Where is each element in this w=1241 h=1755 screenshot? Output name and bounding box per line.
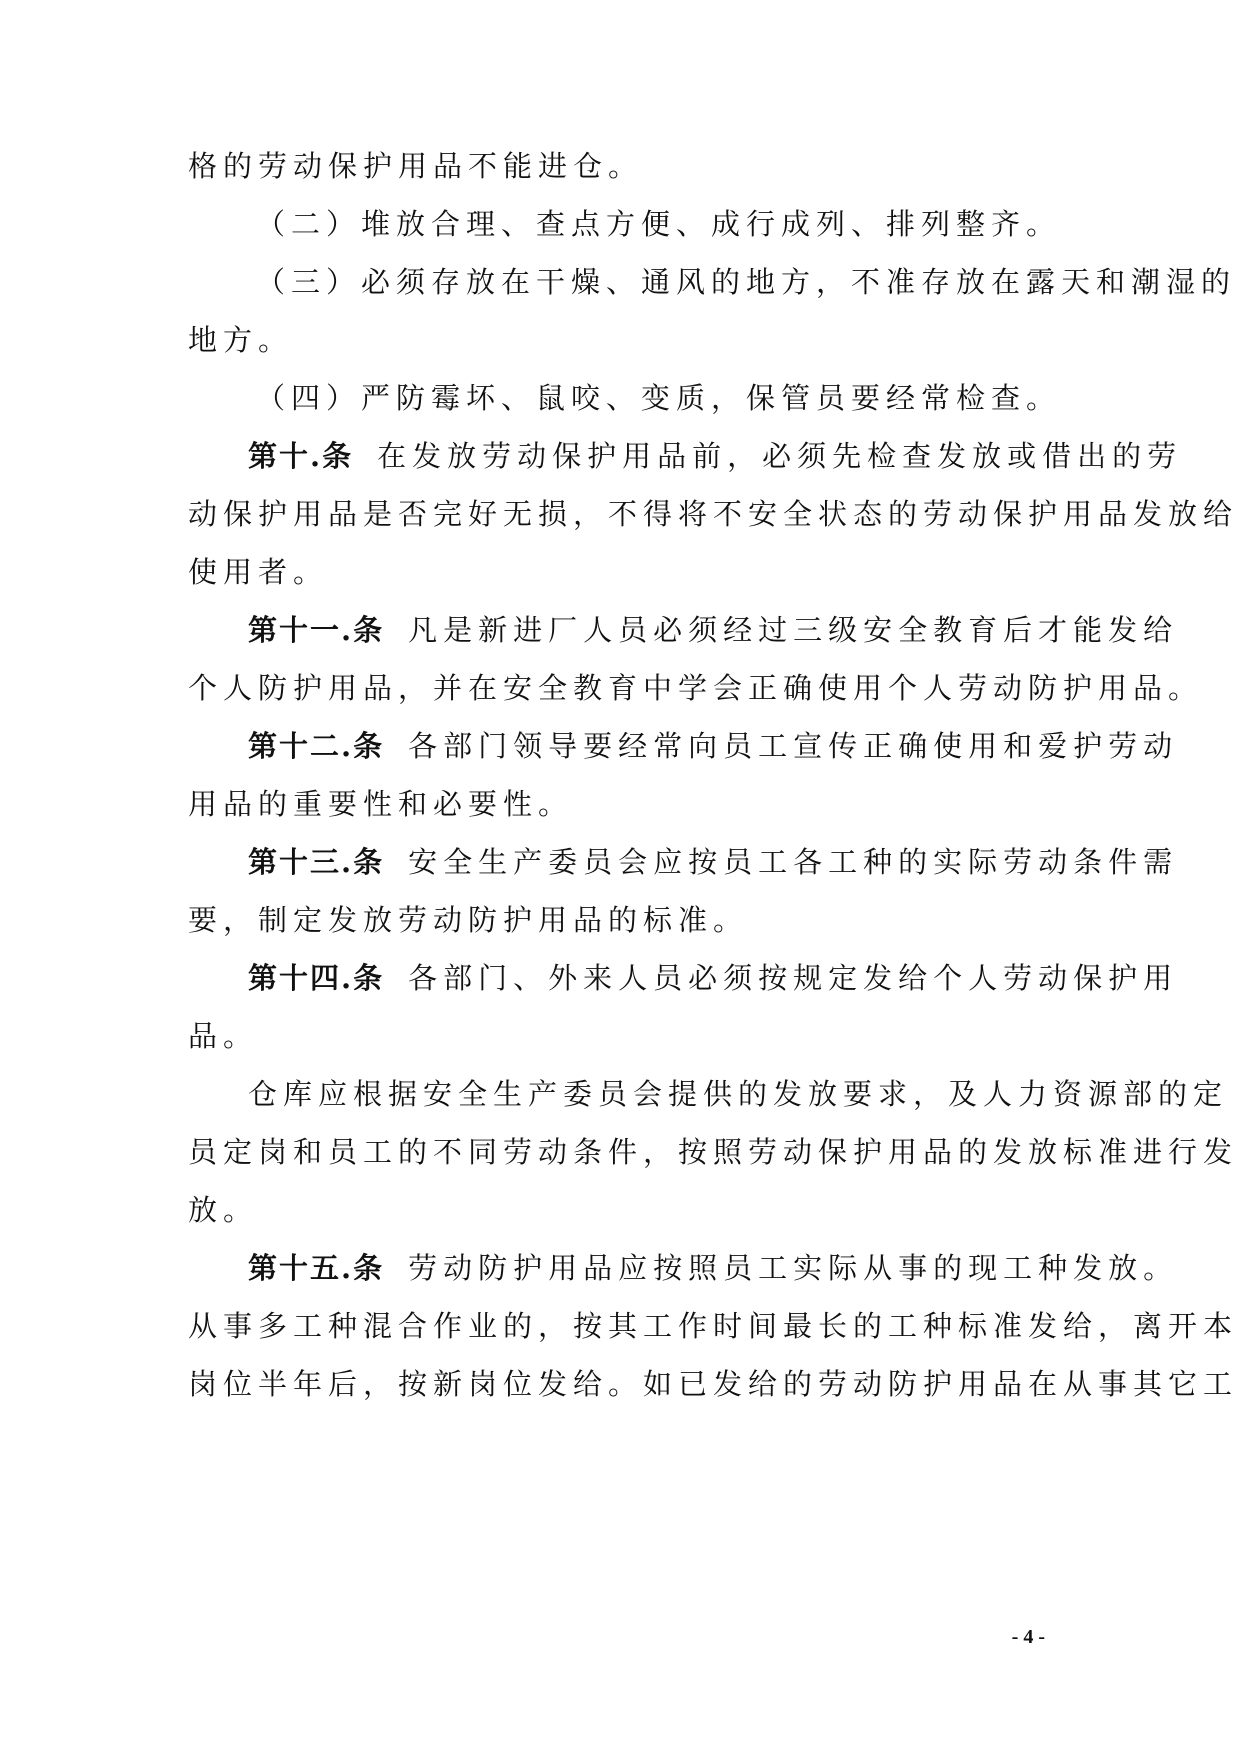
paragraph-line: 地方。 [188, 323, 294, 357]
article-text: 各部门、外来人员必须按规定发给个人劳动保护用 [408, 961, 1179, 995]
paragraph-line: 用品的重要性和必要性。 [188, 787, 574, 821]
paragraph-line: 仓库应根据安全生产委员会提供的发放要求，及人力资源部的定 [248, 1077, 1229, 1111]
paragraph-line: 品。 [188, 1019, 259, 1053]
article-number: 第十五.条 [248, 1251, 385, 1285]
article-text: 凡是新进厂人员必须经过三级安全教育后才能发给 [408, 613, 1179, 647]
article-number: 第十三.条 [248, 845, 385, 879]
list-item: （二）堆放合理、查点方便、成行成列、排列整齐。 [256, 207, 1062, 241]
article-line [248, 726, 1179, 766]
article-number: 第十.条 [248, 439, 354, 473]
article-line [248, 958, 1179, 998]
article-text: 劳动防护用品应按照员工实际从事的现工种发放。 [408, 1251, 1179, 1285]
article-text: 各部门领导要经常向员工宣传正确使用和爱护劳动 [408, 729, 1179, 763]
paragraph-line: 要，制定发放劳动防护用品的标准。 [188, 903, 749, 937]
paragraph-line: 员定岗和员工的不同劳动条件，按照劳动保护用品的发放标准进行发 [188, 1135, 1239, 1169]
paragraph-line: 动保护用品是否完好无损，不得将不安全状态的劳动保护用品发放给 [188, 497, 1239, 531]
paragraph-line: 从事多工种混合作业的，按其工作时间最长的工种标准发给，离开本 [188, 1309, 1239, 1343]
article-line [248, 1248, 1179, 1288]
article-number: 第十四.条 [248, 961, 385, 995]
article-line [248, 436, 1183, 476]
paragraph-line: 格的劳动保护用品不能进仓。 [188, 149, 644, 183]
article-number: 第十一.条 [248, 613, 385, 647]
article-line [248, 842, 1179, 882]
article-line [248, 610, 1179, 650]
page-number: - 4 - [1011, 1626, 1045, 1648]
paragraph-line: 个人防护用品，并在安全教育中学会正确使用个人劳动防护用品。 [188, 671, 1204, 705]
article-text: 在发放劳动保护用品前，必须先检查发放或借出的劳 [377, 439, 1183, 473]
article-number: 第十二.条 [248, 729, 385, 763]
list-item: （三）必须存放在干燥、通风的地方，不准存放在露天和潮湿的 [256, 265, 1237, 299]
article-text: 安全生产委员会应按员工各工种的实际劳动条件需 [408, 845, 1179, 879]
list-item: （四）严防霉坏、鼠咬、变质，保管员要经常检查。 [256, 381, 1062, 415]
paragraph-line: 使用者。 [188, 555, 329, 589]
paragraph-line: 岗位半年后，按新岗位发给。如已发给的劳动防护用品在从事其它工 [188, 1367, 1239, 1401]
paragraph-line: 放。 [188, 1193, 259, 1227]
